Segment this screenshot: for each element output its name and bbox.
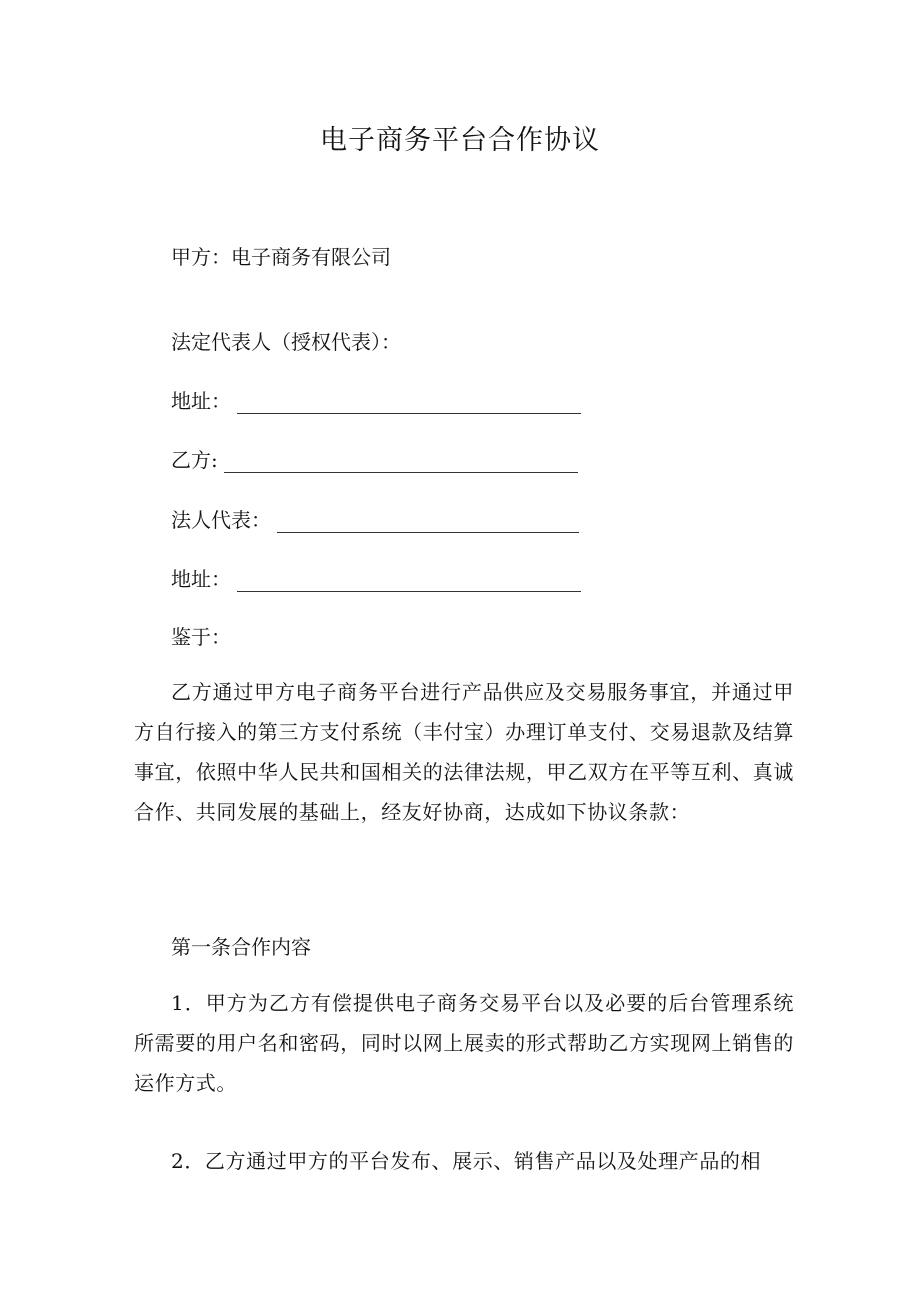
address-blank	[237, 571, 581, 592]
document-title: 电子商务平台合作协议	[320, 125, 600, 156]
preamble-paragraph: 乙方通过甲方电子商务平台进行产品供应及交易服务事宜，并通过甲方自行接入的第三方支付系统（丰付宝）办理订单支付、交易退款及结算事宜，依照中华人民共和国相关的法律法规，甲乙双方在平等互利、真诚合作、共同发展的基础上，经友好协商，达成如下协议条款：	[134, 680, 794, 824]
article-1-heading: 第一条合作内容	[171, 935, 311, 959]
legal-person-blank	[277, 512, 579, 533]
legal-person-label: 法人代表：	[171, 508, 271, 532]
party-b-field	[171, 444, 578, 473]
legal-person-field	[171, 504, 579, 533]
party-b-blank	[224, 452, 578, 473]
clause-1-paragraph: 1．甲方为乙方有偿提供电子商务交易平台以及必要的后台管理系统所需要的用户名和密码，同时以网上展卖的形式帮助乙方实现网上销售的运作方式。	[134, 991, 794, 1095]
address-field-a	[171, 385, 581, 414]
address-label: 地址：	[171, 389, 231, 413]
party-b-label: 乙方:	[171, 448, 218, 472]
address-field-b	[171, 563, 581, 592]
legal-representative-line: 法定代表人（授权代表）：	[171, 330, 401, 354]
address-label: 地址：	[171, 567, 231, 591]
party-a-line: 甲方：电子商务有限公司	[171, 245, 391, 269]
whereas-line: 鉴于：	[171, 625, 231, 649]
address-blank	[237, 393, 581, 414]
clause-2-paragraph: 2．乙方通过甲方的平台发布、展示、销售产品以及处理产品的相	[171, 1149, 762, 1173]
